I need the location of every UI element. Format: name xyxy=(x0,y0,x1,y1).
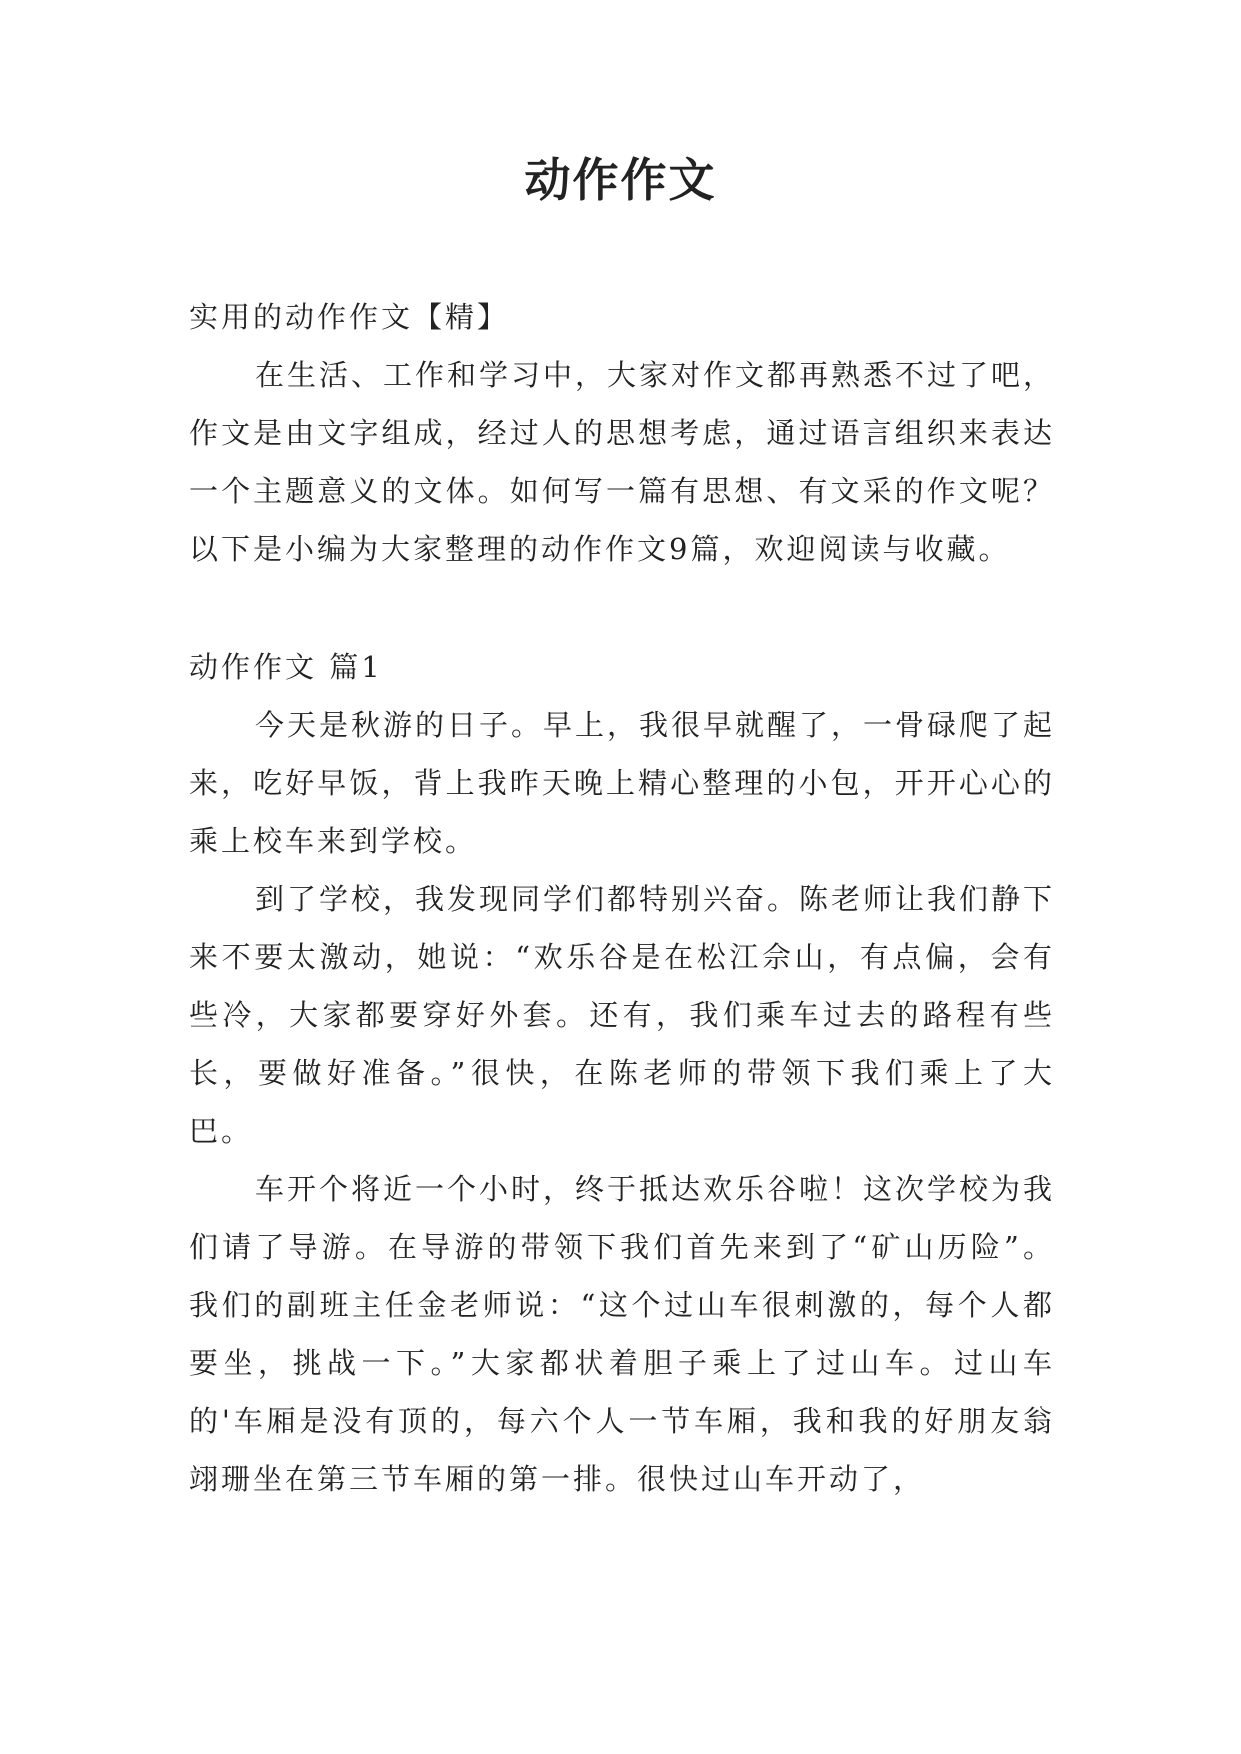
intro-paragraph: 在生活、工作和学习中，大家对作文都再熟悉不过了吧，作文是由文字组成，经过人的思想考虑，通过语言组织来表达一个主题意义的文体。如何写一篇有思想、有文采的作文呢？以下是小编为大家整理的动作作文9篇，欢迎阅读与收藏。 xyxy=(189,358,1056,566)
body-paragraph-2: 到了学校，我发现同学们都特别兴奋。陈老师让我们静下来不要太激动，她说：“欢乐谷是在松江佘山，有点偏，会有些冷，大家都要穿好外套。还有，我们乘车过去的路程有些长，要做好准备。”很快，在陈老师的带领下我们乘上了大巴。 xyxy=(189,882,1056,1148)
section-heading: 动作作文 篇1 xyxy=(189,650,383,684)
section-gap xyxy=(189,578,1055,638)
body-paragraph-3: 车开个将近一个小时，终于抵达欢乐谷啦！这次学校为我们请了导游。在导游的带领下我们首先来到了“矿山历险”。我们的副班主任金老师说：“这个过山车很刺激的，每个人都要坐，挑战一下。”大家都状着胆子乘上了过山车。过山车的'车厢是没有顶的，每六个人一节车厢，我和我的好朋友翁翊珊坐在第三节车厢的第一排。很快过山车开动了， xyxy=(189,1172,1056,1496)
body-paragraph-1: 今天是秋游的日子。早上，我很早就醒了，一骨碌爬了起来，吃好早饭，背上我昨天晚上精心整理的小包，开开心心的乘上校车来到学校。 xyxy=(189,708,1056,858)
document-title: 动作作文 xyxy=(524,153,717,207)
intro-heading: 实用的动作作文【精】 xyxy=(189,300,510,334)
document-body xyxy=(189,288,1055,1508)
